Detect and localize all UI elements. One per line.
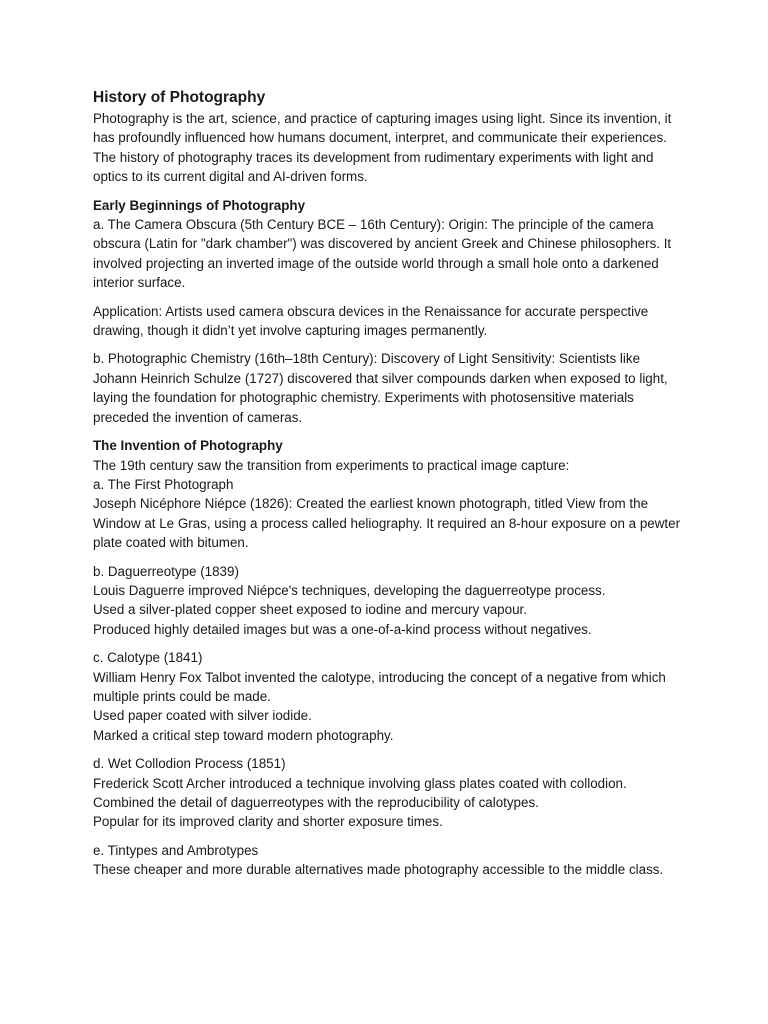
chemistry-block bbox=[93, 349, 683, 427]
daguerreotype-line: Louis Daguerre improved Niépce's techniques, developing the daguerreotype process. bbox=[93, 582, 606, 598]
calotype-line: Used paper coated with silver iodide. bbox=[93, 708, 312, 724]
calotype-block bbox=[93, 648, 683, 745]
calotype-line: William Henry Fox Talbot invented the calotype, introducing the concept of a negative from which multiple prints could be made. bbox=[93, 669, 666, 704]
document-title: History of Photography bbox=[93, 89, 266, 106]
wet-collodion-line: Popular for its improved clarity and shorter exposure times. bbox=[93, 814, 443, 830]
daguerreotype-title: b. Daguerreotype (1839) bbox=[93, 563, 239, 579]
tintypes-block bbox=[93, 841, 683, 880]
daguerreotype-line: Used a silver-plated copper sheet exposed to iodine and mercury vapour. bbox=[93, 602, 527, 618]
wet-collodion-title: d. Wet Collodion Process (1851) bbox=[93, 756, 286, 772]
wet-collodion-line: Combined the detail of daguerreotypes with the reproducibility of calotypes. bbox=[93, 795, 539, 810]
section-heading-early-beginnings: Early Beginnings of Photography bbox=[93, 197, 306, 213]
daguerreotype-block bbox=[93, 562, 683, 640]
first-photograph-text: Joseph Nicéphore Niépce (1826): Created the earliest known photograph, titled View from the Window at Le Gras, using a process called heliography. It required an 8-hour exposure on a pewter plate coated with bitumen. bbox=[93, 496, 681, 551]
tintypes-line: These cheaper and more durable alternatives made photography accessible to the middle class. bbox=[93, 862, 664, 878]
document-page bbox=[93, 88, 683, 880]
invention-block bbox=[93, 436, 683, 552]
section-heading-invention: The Invention of Photography bbox=[93, 438, 283, 454]
intro-block bbox=[93, 88, 683, 187]
first-photograph-title: a. The First Photograph bbox=[93, 476, 234, 492]
application-paragraph: Application: Artists used camera obscura devices in the Renaissance for accurate perspective drawing, though it didn’t yet involve capturing images permanently. bbox=[93, 303, 649, 339]
tintypes-title: e. Tintypes and Ambrotypes bbox=[93, 842, 259, 858]
invention-lead: The 19th century saw the transition from experiments to practical image capture: bbox=[93, 457, 570, 473]
photographic-chemistry-paragraph: b. Photographic Chemistry (16th–18th Century): Discovery of Light Sensitivity: Scientists like Johann Heinrich Schulze (1727) discovered that silver compounds darken when exposed to light, laying the foundation for photographic chemistry. Experiments with photosensitive materials preceded the invention of cameras. bbox=[93, 351, 668, 425]
early-beginnings-block bbox=[93, 196, 683, 293]
wet-collodion-line: Frederick Scott Archer introduced a technique involving glass plates coated with collodion. bbox=[93, 775, 627, 791]
wet-collodion-block bbox=[93, 754, 683, 832]
calotype-line: Marked a critical step toward modern photography. bbox=[93, 727, 394, 743]
calotype-title: c. Calotype (1841) bbox=[93, 650, 203, 666]
intro-paragraph: Photography is the art, science, and practice of capturing images using light. Since its invention, it has profoundly influenced how humans document, interpret, and communicate their experiences. The history of photography traces its development from rudimentary experiments with light and optics to its current digital and AI-driven forms. bbox=[93, 111, 672, 185]
camera-obscura-paragraph: a. The Camera Obscura (5th Century BCE – 16th Century): Origin: The principle of the camera obscura (Latin for "dark chamber") was discovered by ancient Greek and Chinese philosophers. It involved projecting an inverted image of the outside world through a small hole onto a darkened interior surface. bbox=[93, 217, 672, 291]
daguerreotype-line: Produced highly detailed images but was a one-of-a-kind process without negatives. bbox=[93, 621, 592, 637]
application-block bbox=[93, 302, 683, 341]
